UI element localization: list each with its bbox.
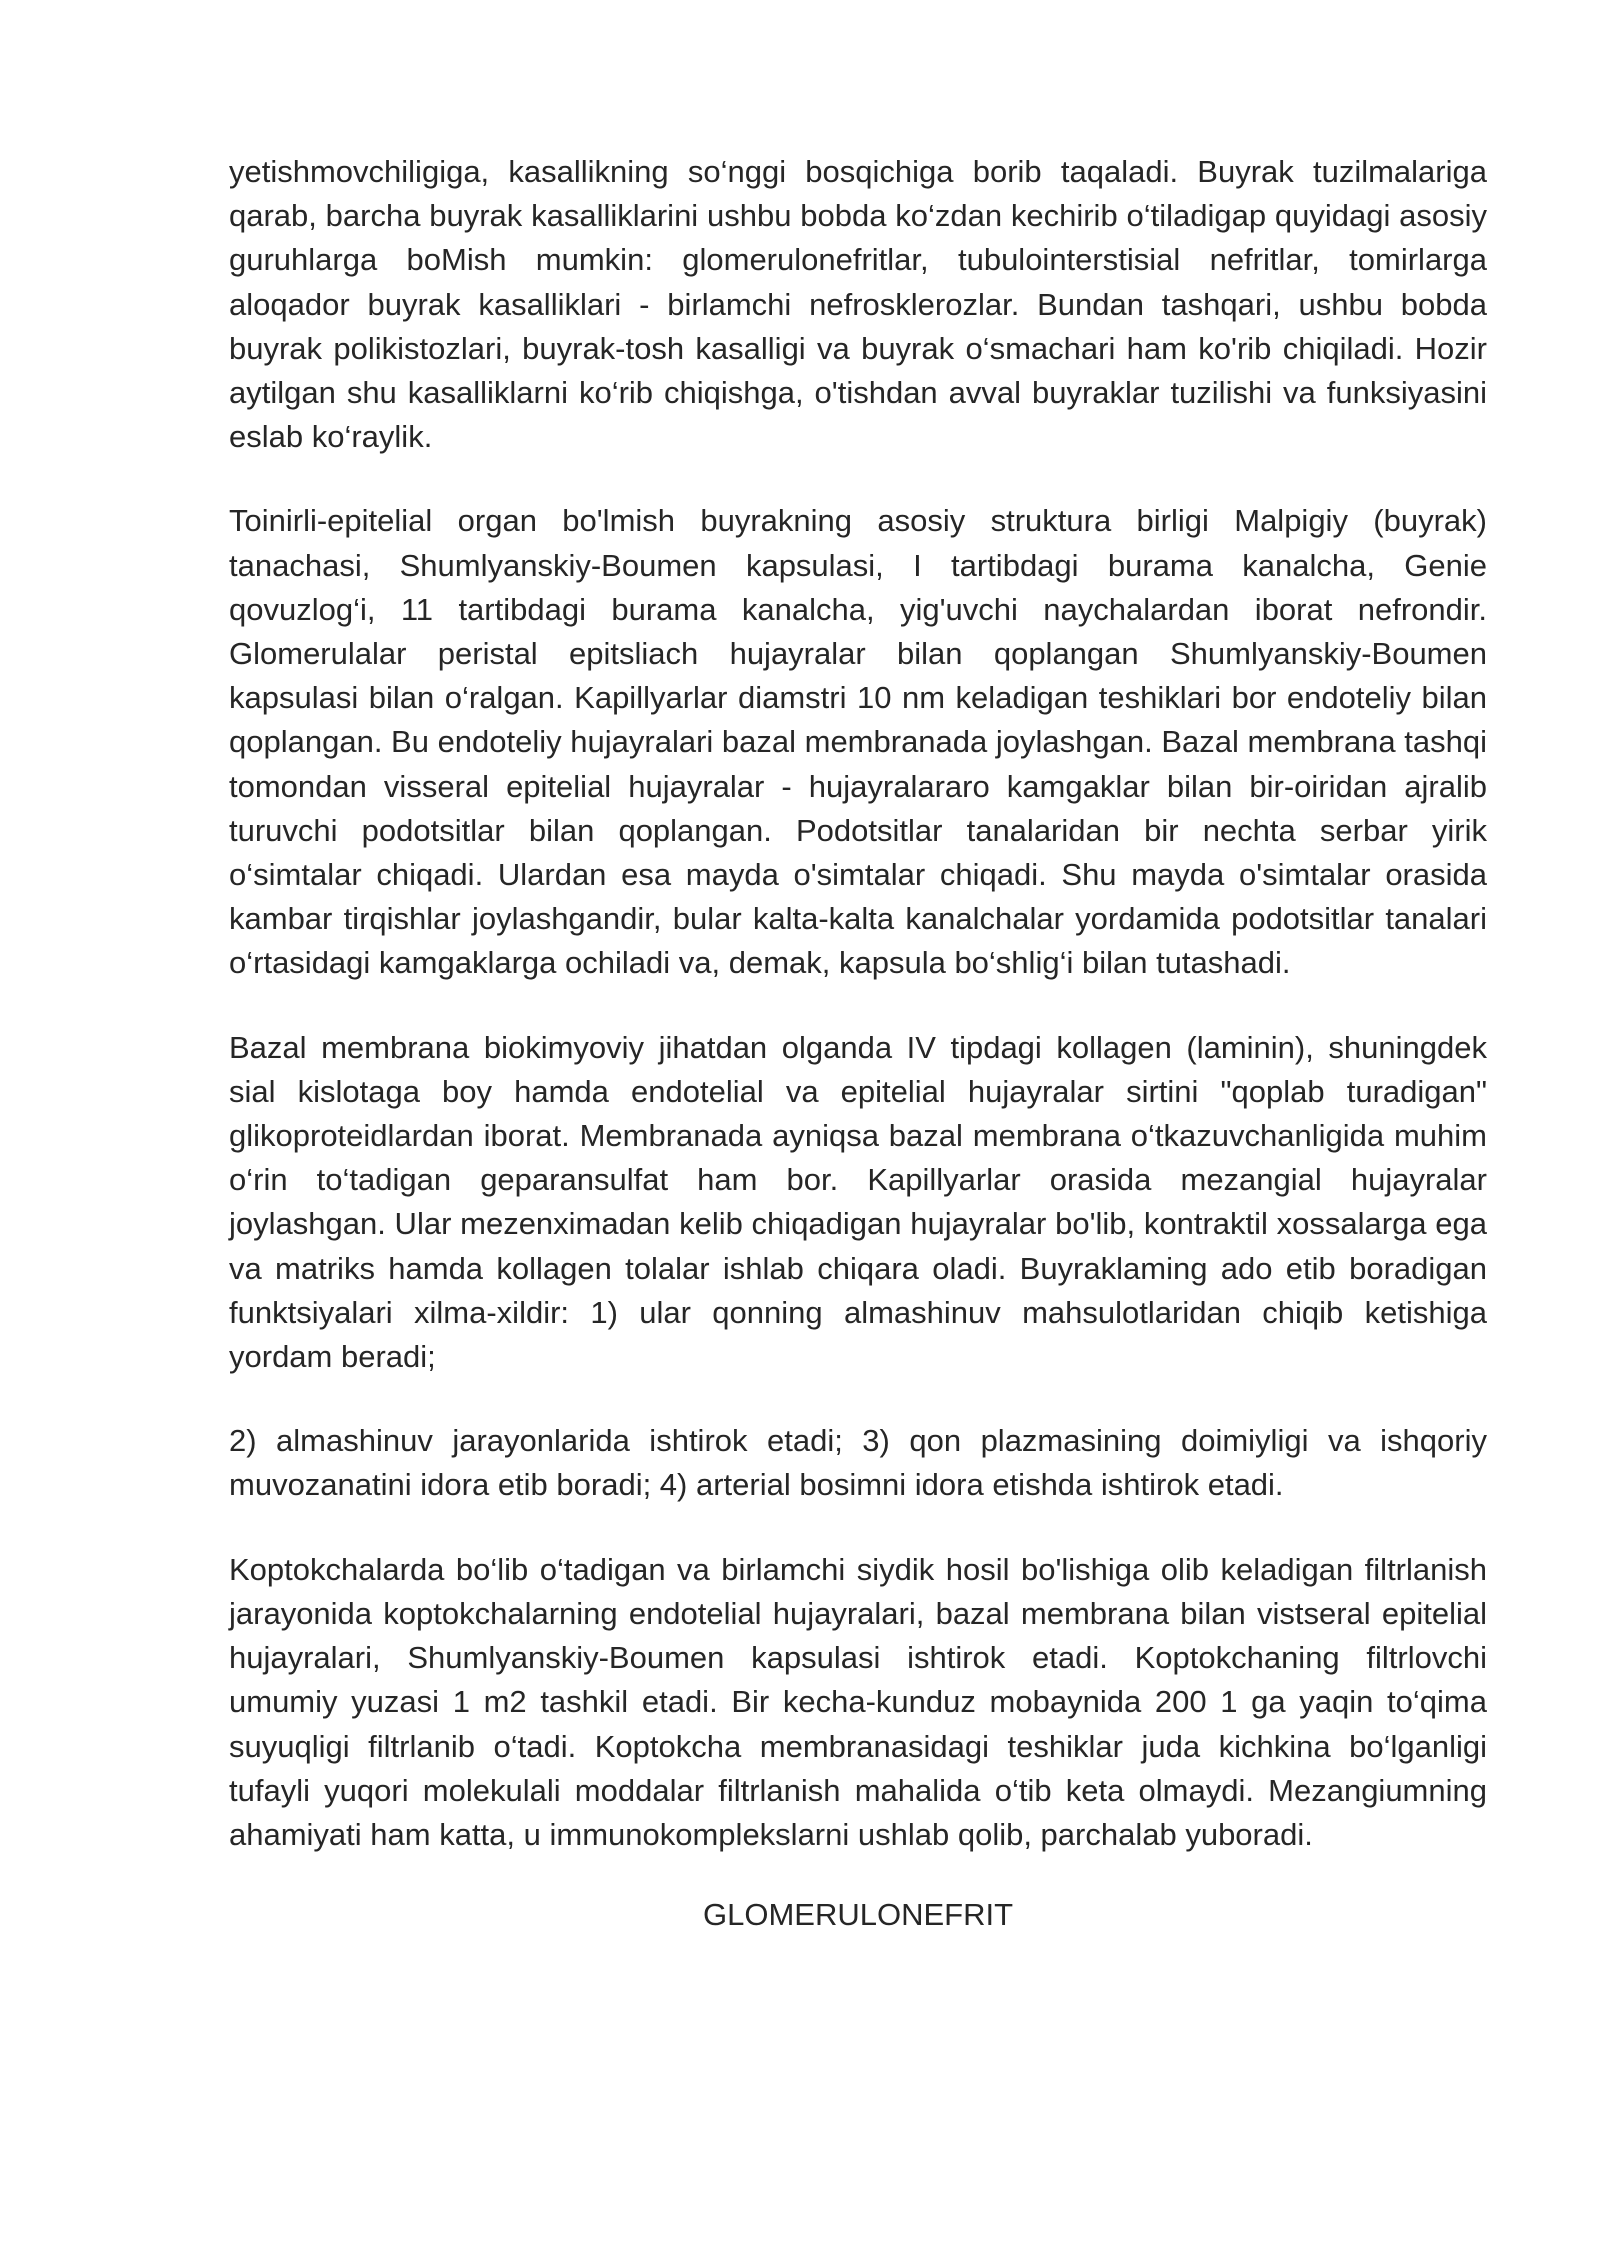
section-heading: GLOMERULONEFRIT	[702, 1897, 1014, 1933]
paragraph-5: Koptokchalarda bo‘lib o‘tadigan va birlamchi siydik hosil bo'lishiga olib keladigan filtrlanish jarayonida koptokchalarning endotelial hujayralari, bazal membrana bilan vistseral epitelial hujayralari, Shumlyanskiy-Boumen kapsulasi ishtirok etadi. Koptokchaning filtrlovchi umumiy yuzasi 1 m2 tashkil etadi. Bir kecha-kunduz mobaynida 200 1 ga yaqin to‘qima suyuqligi filtrlanib o‘tadi. Koptokcha membranasidagi teshiklar juda kichkina bo‘lganligi tufayli yuqori molekulali moddalar filtrlanish mahalida o‘tib keta olmaydi. Mezangiumning ahamiyati ham katta, u immunokomplekslarni ushlab qolib, parchalab yuboradi.	[229, 1551, 1487, 1852]
paragraph-3: Bazal membrana biokimyoviy jihatdan olganda IV tipdagi kollagen (laminin), shuningdek sial kislotaga boy hamda endotelial va epitelial hujayralar sirtini "qoplab turadigan" glikoproteidlardan iborat. Membranada ayniqsa bazal membrana o‘tkazuvchanligida muhim o‘rin to‘tadigan geparansulfat ham bor. Kapillyarlar orasida mezangial hujayralar joylashgan. Ular mezenximadan kelib chiqadigan hujayralar bo'lib, kontraktil xossalarga ega va matriks hamda kollagen tolalar ishlab chiqara oladi. Buyraklaming ado etib boradigan funktsiyalari xilma-xildir: 1) ular qonning almashinuv mahsulotlaridan chiqib ketishiga yordam beradi;	[229, 1029, 1487, 1375]
document-body	[229, 150, 1487, 1977]
paragraph-1: yetishmovchiligiga, kasallikning so‘nggi bosqichiga borib taqaladi. Buyrak tuzilmalariga qarab, barcha buyrak kasalliklarini ushbu bobda ko‘zdan kechirib o‘tiladigap quyidagi asosiy guruhlarga boMish mumkin: glomerulonefritlar, tubulointerstisial nefritlar, tomirlarga aloqador buyrak kasalliklari - birlamchi nefrosklerozlar. Bundan tashqari, ushbu bobda buyrak polikistozlari, buyrak-tosh kasalligi va buyrak o‘smachari ham ko'rib chiqiladi. Hozir aytilgan shu kasalliklarni ko‘rib chiqishga, o'tishdan avval buyraklar tuzilishi va funksiyasini eslab ko‘raylik.	[229, 154, 1487, 455]
paragraph-4: 2) almashinuv jarayonlarida ishtirok etadi; 3) qon plazmasining doimiyligi va ishqoriy muvozanatini idora etib boradi; 4) arterial bosimni idora etishda ishtirok etadi.	[229, 1423, 1487, 1503]
paragraph-2: Toinirli-epitelial organ bo'lmish buyrakning asosiy struktura birligi Malpigiy (buyrak) tanachasi, Shumlyanskiy-Boumen kapsulasi, I tartibdagi burama kanalcha, Genie qovuzlog‘i, 11 tartibdagi burama kanalcha, yig'uvchi naychalardan iborat nefrondir. Glomerulalar peristal epitsliach hujayralar bilan qoplangan Shumlyanskiy-Boumen kapsulasi bilan o‘ralgan. Kapillyarlar diamstri 10 nm keladigan teshiklari bor endoteliy bilan qoplangan. Bu endoteliy hujayralari bazal membranada joylashgan. Bazal membrana tashqi tomondan visseral epitelial hujayralar - hujayralararo kamgaklar bilan bir-oiridan ajralib turuvchi podotsitlar bilan qoplangan. Podotsitlar tanalaridan bir nechta serbar yirik o‘simtalar chiqadi. Ulardan esa mayda o'simtalar chiqadi. Shu mayda o'simtalar orasida kambar tirqishlar joylashgandir, bular kalta-kalta kanalchalar yordamida podotsitlar tanalari o‘rtasidagi kamgaklarga ochiladi va, demak, kapsula bo‘shlig‘i bilan tutashadi.	[229, 503, 1487, 981]
